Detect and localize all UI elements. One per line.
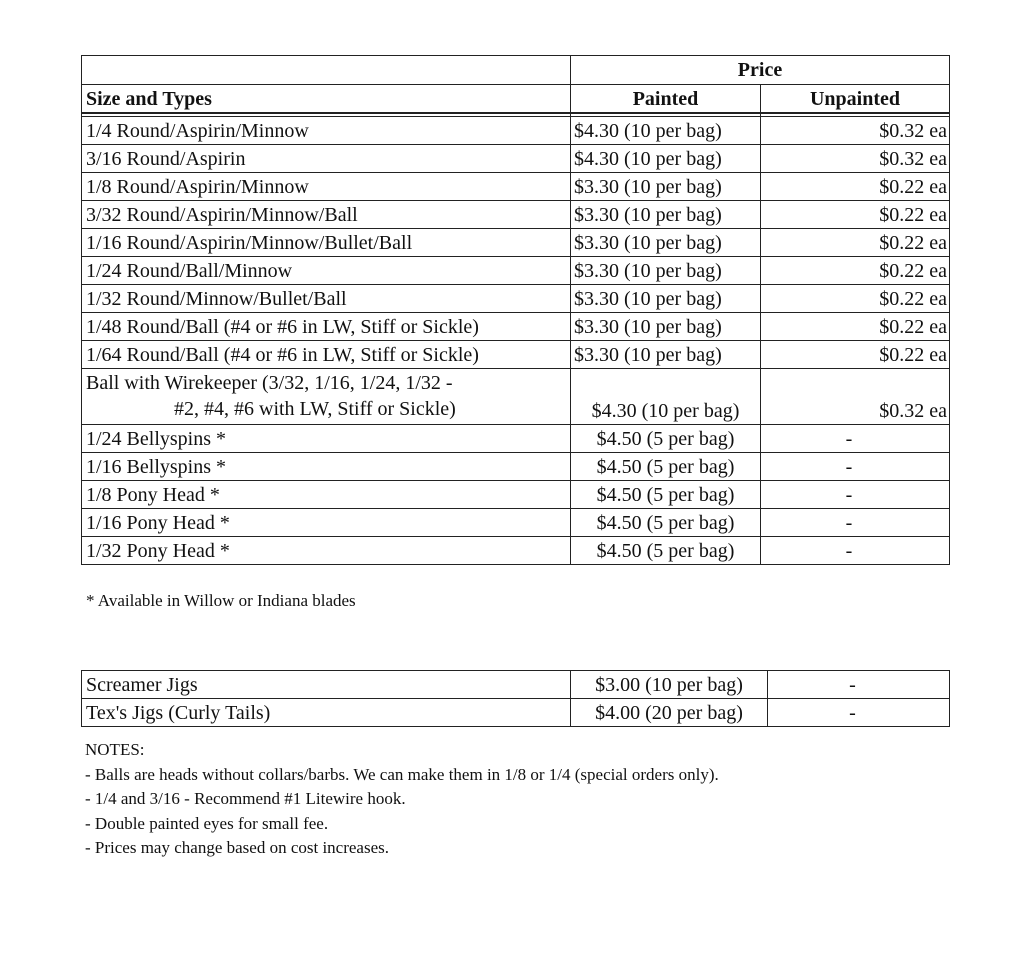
painted-price-cell: $4.50 (5 per bag) <box>571 453 761 481</box>
wirekeeper-row <box>82 369 950 425</box>
unpainted-price-cell: $0.22 ea <box>761 257 950 285</box>
notes-section <box>85 738 719 861</box>
note-item: - 1/4 and 3/16 - Recommend #1 Litewire hook. <box>85 789 406 808</box>
table-row <box>82 481 950 509</box>
column-header-row <box>82 85 950 114</box>
painted-price-cell: $3.30 (10 per bag) <box>571 257 761 285</box>
size-type-cell: 1/32 Pony Head * <box>82 537 571 565</box>
table-row <box>82 145 950 173</box>
unpainted-price-cell: - <box>761 453 950 481</box>
table-row <box>82 285 950 313</box>
unpainted-price-cell: $0.22 ea <box>761 173 950 201</box>
blade-availability-footnote: * Available in Willow or Indiana blades <box>86 591 356 610</box>
jig-name-cell: Screamer Jigs <box>82 671 571 699</box>
notes-title: NOTES: <box>85 740 145 759</box>
jig-price-table <box>81 670 950 727</box>
painted-price-cell: $4.50 (5 per bag) <box>571 425 761 453</box>
painted-price-cell: $3.00 (10 per bag) <box>571 671 768 699</box>
painted-price-cell: $3.30 (10 per bag) <box>571 229 761 257</box>
jig-name-cell: Tex's Jigs (Curly Tails) <box>82 699 571 727</box>
wirekeeper-name-line2: #2, #4, #6 with LW, Stiff or Sickle) <box>174 398 456 420</box>
unpainted-price-cell: - <box>761 509 950 537</box>
table-row <box>82 257 950 285</box>
unpainted-price-cell: - <box>768 671 950 699</box>
unpainted-price-cell: - <box>761 537 950 565</box>
unpainted-price-cell: - <box>761 481 950 509</box>
unpainted-price-cell: $0.22 ea <box>761 229 950 257</box>
painted-header: Painted <box>571 85 761 114</box>
note-item: - Prices may change based on cost increases. <box>85 838 389 857</box>
unpainted-price-cell: - <box>768 699 950 727</box>
unpainted-header: Unpainted <box>761 85 950 114</box>
table-row <box>82 173 950 201</box>
size-types-header: Size and Types <box>82 85 571 114</box>
unpainted-price-cell: $0.22 ea <box>761 285 950 313</box>
price-group-header: Price <box>571 56 950 85</box>
size-type-cell: 1/32 Round/Minnow/Bullet/Ball <box>82 285 571 313</box>
size-type-cell: 3/32 Round/Aspirin/Minnow/Ball <box>82 201 571 229</box>
unpainted-price-cell: $0.32 ea <box>761 369 950 425</box>
table-row <box>82 509 950 537</box>
jig-head-price-table <box>81 55 950 565</box>
table-row <box>82 537 950 565</box>
table-row <box>82 117 950 145</box>
size-type-cell: 1/48 Round/Ball (#4 or #6 in LW, Stiff or Sickle) <box>82 313 571 341</box>
size-type-cell: 1/16 Bellyspins * <box>82 453 571 481</box>
painted-price-cell: $4.30 (10 per bag) <box>571 369 761 425</box>
size-type-cell: 1/16 Pony Head * <box>82 509 571 537</box>
unpainted-price-cell: - <box>761 425 950 453</box>
table-row <box>82 313 950 341</box>
table-row <box>82 453 950 481</box>
table-row <box>82 341 950 369</box>
wirekeeper-name-line1: Ball with Wirekeeper (3/32, 1/16, 1/24, 1/32 - <box>86 372 453 394</box>
unpainted-price-cell: $0.32 ea <box>761 117 950 145</box>
painted-price-cell: $4.30 (10 per bag) <box>571 117 761 145</box>
table-row <box>82 201 950 229</box>
painted-price-cell: $4.00 (20 per bag) <box>571 699 768 727</box>
table-row <box>82 699 950 727</box>
painted-price-cell: $3.30 (10 per bag) <box>571 201 761 229</box>
size-type-cell: 1/8 Round/Aspirin/Minnow <box>82 173 571 201</box>
note-item: - Double painted eyes for small fee. <box>85 813 329 833</box>
note-item: - Balls are heads without collars/barbs. We can make them in 1/8 or 1/4 (special orders only). <box>85 764 719 784</box>
price-group-header-row <box>82 56 950 85</box>
painted-price-cell: $4.50 (5 per bag) <box>571 537 761 565</box>
size-type-cell: 1/24 Bellyspins * <box>82 425 571 453</box>
unpainted-price-cell: $0.22 ea <box>761 313 950 341</box>
unpainted-price-cell: $0.32 ea <box>761 145 950 173</box>
table-row <box>82 425 950 453</box>
size-type-cell: 1/24 Round/Ball/Minnow <box>82 257 571 285</box>
painted-price-cell: $3.30 (10 per bag) <box>571 341 761 369</box>
empty-header-cell <box>82 56 571 85</box>
painted-price-cell: $4.50 (5 per bag) <box>571 509 761 537</box>
unpainted-price-cell: $0.22 ea <box>761 341 950 369</box>
painted-price-cell: $3.30 (10 per bag) <box>571 173 761 201</box>
table-row <box>82 229 950 257</box>
size-type-cell: 1/8 Pony Head * <box>82 481 571 509</box>
painted-price-cell: $3.30 (10 per bag) <box>571 313 761 341</box>
size-type-cell: 1/64 Round/Ball (#4 or #6 in LW, Stiff or Sickle) <box>82 341 571 369</box>
painted-price-cell: $3.30 (10 per bag) <box>571 285 761 313</box>
painted-price-cell: $4.30 (10 per bag) <box>571 145 761 173</box>
size-type-cell: 1/4 Round/Aspirin/Minnow <box>82 117 571 145</box>
size-type-cell: 3/16 Round/Aspirin <box>82 145 571 173</box>
painted-price-cell: $4.50 (5 per bag) <box>571 481 761 509</box>
size-type-cell: 1/16 Round/Aspirin/Minnow/Bullet/Ball <box>82 229 571 257</box>
size-type-cell <box>82 369 571 425</box>
unpainted-price-cell: $0.22 ea <box>761 201 950 229</box>
table-row <box>82 671 950 699</box>
